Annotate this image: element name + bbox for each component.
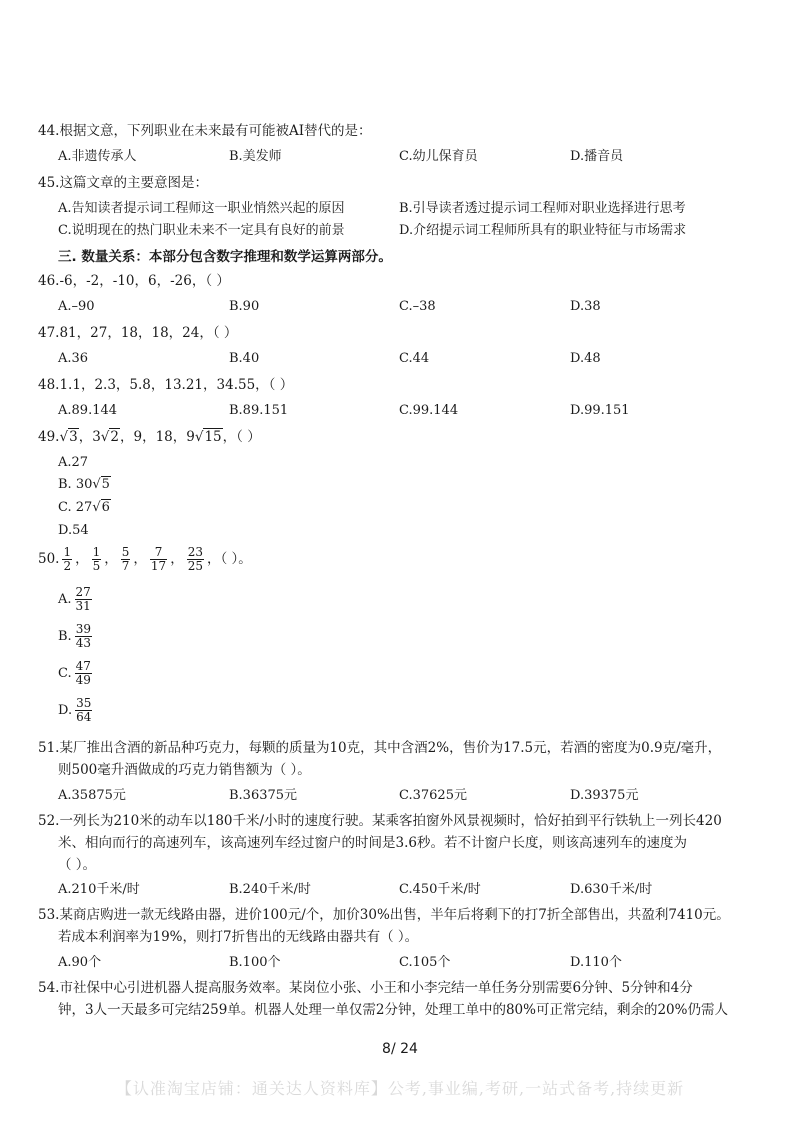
q46-option-b: B.90: [229, 299, 260, 314]
q50-fraction-3: $\frac{5}{7}$: [121, 545, 130, 573]
q53-option-a: A.90个: [58, 955, 102, 970]
q50-fraction-1: $\frac{1}{2}$: [63, 545, 72, 573]
q47-stem: 47.81，27，18，18，24，（ ）: [38, 325, 238, 341]
q52-option-d: D.630千米/时: [570, 882, 653, 897]
q45-option-d: D.介绍提示词工程师所具有的职业特征与市场需求: [399, 223, 687, 238]
q47-option-c: C.44: [399, 351, 430, 366]
page-number: 8/ 24: [382, 1041, 418, 1057]
q51-option-d: D.39375元: [570, 788, 639, 803]
q48-option-c: C.99.144: [399, 403, 459, 418]
q47-option-d: D.48: [570, 351, 601, 366]
q52-option-b: B.240千米/时: [229, 882, 311, 897]
q50-option-d: D. $\frac{35}{64}$: [58, 696, 92, 724]
q50-fraction-4: $\frac{7}{17}$: [150, 545, 167, 573]
q44-option-c: C.幼儿保育员: [399, 149, 478, 164]
q51-stem-line1: 51.某厂推出含酒的新品种巧克力，每颗的质量为10克，其中含酒2%，售价为17.5元，若酒的密度为0.9克/毫升，: [38, 740, 722, 756]
q49-term5: 9√15: [186, 429, 222, 445]
watermark: 【认准淘宝店铺：通关达人资料库】公考,事业编,考研,一站式备考,持续更新: [115, 1079, 685, 1098]
q50-option-c: C. $\frac{47}{49}$: [58, 659, 91, 687]
q53-option-d: D.110个: [570, 955, 622, 970]
q47-option-b: B.40: [229, 351, 260, 366]
q44-option-b: B.美发师: [229, 149, 282, 164]
q53-stem-line2: 若成本利润率为19%，则打7折售出的无线路由器共有（ ）。: [58, 929, 419, 945]
q48-option-d: D.99.151: [570, 403, 630, 418]
q49-option-c: C. 27√6: [58, 500, 110, 515]
q49-option-d: D.54: [58, 523, 89, 538]
q54-stem-line2: 钟，3人一天最多可完结259单。机器人处理一单仅需2分钟，处理工单中的80%可正常完结，剩余的20%仍需人: [58, 1002, 728, 1018]
q51-stem-line2: 则500毫升酒做成的巧克力销售额为（ ）。: [58, 762, 311, 778]
q50-fraction-2: $\frac{1}{5}$: [92, 545, 101, 573]
q50-stem: 50. $\frac{1}{2}$ ， $\frac{1}{5}$ ， $\frac{5}{7}$ ， $\frac{7}{17}$ ， $\frac{23}{25}$ ，（ ）。: [38, 545, 252, 573]
q47-option-a: A.36: [58, 351, 89, 366]
q49-term1: √3: [59, 429, 78, 445]
q48-option-b: B.89.151: [229, 403, 289, 418]
q48-option-a: A.89.144: [58, 403, 118, 418]
q51-option-a: A.35875元: [58, 788, 126, 803]
q49-term3: 9: [133, 429, 143, 445]
q51-option-b: B.36375元: [229, 788, 298, 803]
q49-stem: 49.√3，3√2，9，18，9√15，（ ）: [38, 429, 261, 445]
q50-number: 50.: [38, 551, 60, 567]
q46-option-d: D.38: [570, 299, 601, 314]
q46-stem: 46.-6，-2，-10，6，-26，（ ）: [38, 273, 230, 289]
q48-stem: 48.1.1，2.3，5.8，13.21，34.55，（ ）: [38, 377, 294, 393]
q49-term2: 3√2: [92, 429, 119, 445]
q44-option-a: A.非遗传承人: [58, 149, 137, 164]
q52-stem-line2: 米、相向而行的高速列车，该高速列车经过窗户的时间是3.6秒。若不计窗户长度，则该高速列车的速度为: [58, 835, 687, 851]
q53-stem-line1: 53.某商店购进一款无线路由器，进价100元/个，加价30%出售，半年后将剩下的打7折全部售出，共盈利7410元。: [38, 907, 730, 923]
q51-option-c: C.37625元: [399, 788, 467, 803]
q52-stem-line3: （ ）。: [58, 857, 97, 873]
q50-option-b: B. $\frac{39}{43}$: [58, 622, 91, 650]
q46-option-c: C.–38: [399, 299, 436, 314]
q49-option-b: B. 30√5: [58, 477, 110, 492]
q45-stem: 45.这篇文章的主要意图是：: [38, 175, 208, 191]
q50-option-a: A. $\frac{27}{31}$: [58, 585, 91, 613]
q45-option-c: C.说明现在的热门职业未来不一定具有良好的前景: [58, 223, 345, 238]
q50-fraction-5: $\frac{23}{25}$: [187, 545, 203, 573]
q54-stem-line1: 54.市社保中心引进机器人提高服务效率。某岗位小张、小王和小李完结一单任务分别需要6分钟、5分钟和4分: [38, 980, 693, 996]
section-heading: 三. 数量关系：本部分包含数字推理和数学运算两部分。: [58, 249, 392, 265]
q49-term4: 18: [155, 429, 173, 445]
q52-stem-line1: 52.一列长为210米的动车以180千米/小时的速度行驶。某乘客拍窗外风景视频时，恰好拍到平行铁轨上一列长420: [38, 813, 722, 829]
q52-option-c: C.450千米/时: [399, 882, 481, 897]
q44-option-d: D.播音员: [570, 149, 624, 164]
q44-stem: 44.根据文意，下列职业在未来最有可能被AI替代的是：: [38, 123, 372, 139]
q52-option-a: A.210千米/时: [58, 882, 140, 897]
q49-number: 49.: [38, 429, 60, 445]
q53-option-b: B.100个: [229, 955, 281, 970]
q45-option-b: B.引导读者透过提示词工程师对职业选择进行思考: [399, 201, 686, 216]
q45-option-a: A.告知读者提示词工程师这一职业悄然兴起的原因: [58, 201, 345, 216]
q53-option-c: C.105个: [399, 955, 451, 970]
q49-option-a: A.27: [58, 455, 89, 470]
q46-option-a: A.–90: [58, 299, 95, 314]
